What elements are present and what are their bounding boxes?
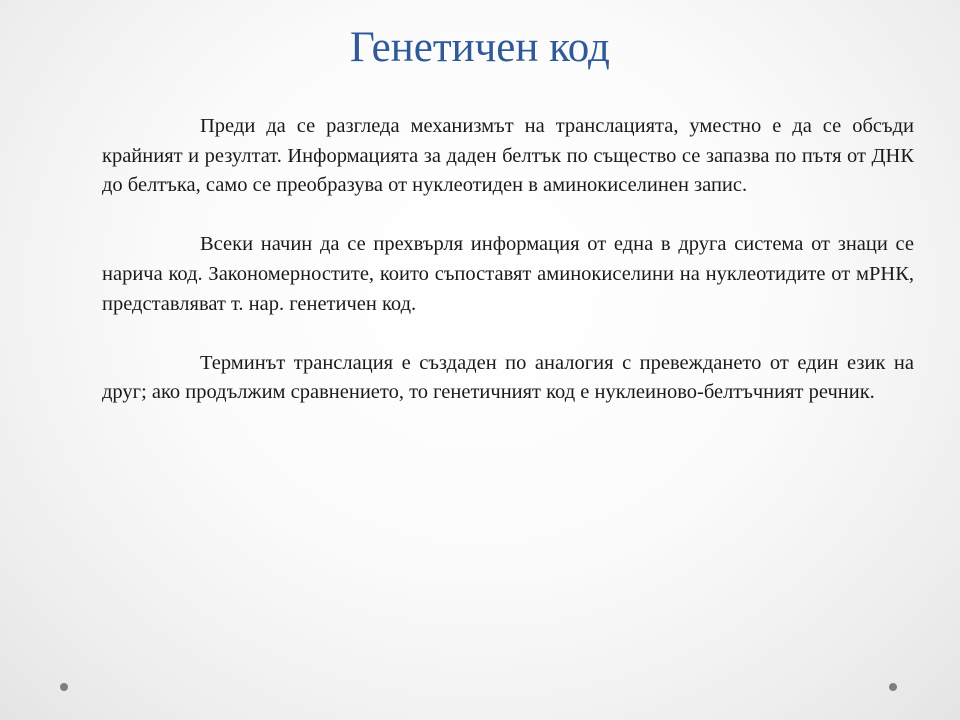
paragraph-3: Терминът транслация е създаден по аналогия с превеждането от един език на друг; ако продължим сравнението, то генетичният код е нуклеиново-белтъчният речник.	[102, 351, 914, 404]
slide-title: Генетичен код	[350, 24, 610, 71]
paragraph-1: Преди да се разгледа механизмът на транслацията, уместно е да се обсъди крайният и резултат. Информацията за даден белтък по същество се запазва по пътя от ДНК до белтъка, само се преобразува от нуклеотиден в аминокиселинен запис.	[102, 115, 914, 197]
slide-body	[102, 112, 914, 438]
decorative-dot-left	[60, 683, 68, 691]
decorative-dot-right	[889, 683, 897, 691]
paragraph-2: Всеки начин да се прехвърля информация от една в друга система от знаци се нарича код. Закономерностите, които съпоставят аминокиселини на нуклеотидите от мРНК, представляват т. нар. генетичен код.	[102, 233, 914, 315]
